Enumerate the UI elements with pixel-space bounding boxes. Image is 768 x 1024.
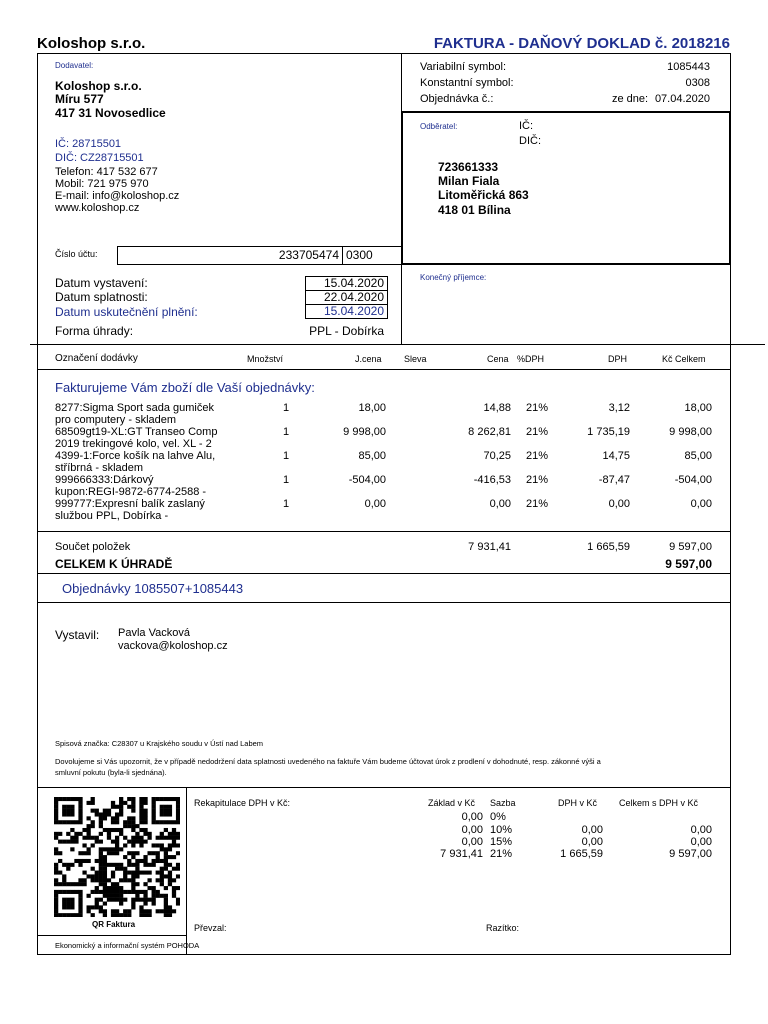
supplier-name: Koloshop s.r.o. (55, 79, 142, 93)
grand-total-rule (37, 573, 731, 574)
invoice-title: FAKTURA - DAŇOVÝ DOKLAD č. 2018216 (433, 35, 730, 52)
supplier-mobile: Mobil: 721 975 970 (55, 178, 149, 190)
recap-total: 0,00 (690, 836, 712, 848)
supplier-street: Míru 577 (55, 92, 104, 106)
order-date-label: ze dne: (612, 93, 649, 105)
item-unit-price: 18,00 (358, 402, 386, 414)
item-name-line1: 999777:Expresní balík zaslaný (55, 498, 205, 510)
sum-total: 9 597,00 (669, 541, 712, 553)
payment-label: Forma úhrady: (55, 324, 134, 338)
customer-city: 418 01 Bílina (438, 203, 511, 217)
item-vat: 0,00 (608, 498, 630, 510)
recap-total: 9 597,00 (669, 848, 712, 860)
final-recipient-label: Konečný příjemce: (420, 273, 487, 282)
late-payment-notice-line2: smluvní pokutu (byla-li sjednána). (55, 768, 167, 777)
qr-divider (186, 787, 187, 955)
item-name-line2: stříbrná - skladem (55, 462, 144, 474)
supplier-label: Dodavatel: (55, 61, 94, 70)
stamp-label: Razítko: (486, 923, 520, 933)
col-unit-price-header: J.cena (355, 354, 382, 364)
item-name-line1: 4399-1:Force košík na lahve Alu, (55, 450, 216, 462)
item-unit-price: -504,00 (348, 474, 386, 486)
supplier-web: www.koloshop.cz (55, 202, 140, 214)
item-qty: 1 (283, 426, 290, 438)
qr-code-image (54, 797, 180, 917)
due-date: 22.04.2020 (323, 290, 384, 304)
item-vat: -87,47 (598, 474, 630, 486)
due-box (305, 290, 388, 305)
order-number-label: Objednávka č.: (420, 93, 494, 105)
item-total: 85,00 (684, 450, 712, 462)
item-name-line2: pro computery - skladem (55, 414, 177, 426)
variable-symbol-label: Variabilní symbol: (420, 61, 506, 73)
totals-rule (37, 531, 731, 532)
item-total: 9 998,00 (669, 426, 712, 438)
taxable-label: Datum uskutečnění plnění: (55, 305, 198, 319)
grand-total: 9 597,00 (665, 557, 712, 571)
customer-dic-label: DIČ: (519, 135, 541, 147)
item-name-line2: 2019 trekingové kolo, vel. XL - 2 (55, 438, 212, 450)
item-unit-price: 9 998,00 (343, 426, 386, 438)
customer-street: Litoměřická 863 (438, 188, 529, 202)
customer-id: 723661333 (438, 160, 499, 174)
taxable-date: 15.04.2020 (323, 304, 384, 318)
item-price: -416,53 (473, 474, 511, 486)
table-header-rule (37, 369, 731, 370)
items-intro: Fakturujeme Vám zboží dle Vaší objednávky: (55, 380, 315, 395)
recap-rate-header: Sazba (490, 798, 516, 808)
item-total: -504,00 (674, 474, 712, 486)
due-label: Datum splatnosti: (55, 290, 148, 304)
supplier-ic: IČ: 28715501 (55, 138, 122, 150)
software-footer: Ekonomický a informační systém POHODA (55, 941, 200, 950)
item-vat-pct: 21% (526, 450, 549, 462)
payment-method: PPL - Dobírka (309, 324, 384, 338)
bank-code: 0300 (346, 248, 373, 262)
recap-rate: 15% (490, 836, 513, 848)
item-vat-pct: 21% (526, 498, 549, 510)
issuer-email: vackova@koloshop.cz (118, 640, 228, 652)
recap-vat: 1 665,59 (560, 848, 603, 860)
footer-rule (37, 935, 187, 936)
recap-vat: 0,00 (581, 836, 603, 848)
recap-base: 0,00 (461, 824, 483, 836)
orders-rule (37, 602, 731, 603)
supplier-dic: DIČ: CZ28715501 (55, 152, 144, 164)
recap-vat: 0,00 (581, 824, 603, 836)
issued-date: 15.04.2020 (323, 276, 384, 290)
item-price: 0,00 (489, 498, 511, 510)
issued-label: Datum vystavení: (55, 276, 148, 290)
item-name-line1: 999666333:Dárkový (55, 474, 154, 486)
supplier-phone: Telefon: 417 532 677 (55, 166, 158, 178)
recap-vat-header: DPH v Kč (558, 798, 598, 808)
recap-rate: 0% (490, 811, 506, 823)
item-name-line1: 68509gt19-XL:GT Transeo Comp (55, 426, 218, 438)
account-label: Číslo účtu: (55, 249, 98, 259)
item-total: 18,00 (684, 402, 712, 414)
item-qty: 1 (283, 450, 290, 462)
vat-recap-title: Rekapitulace DPH v Kč: (194, 798, 291, 808)
issued-box (305, 276, 388, 291)
section-divider (30, 344, 765, 345)
recap-rate: 10% (490, 824, 513, 836)
orders-line: Objednávky 1085507+1085443 (62, 581, 244, 596)
recap-base: 7 931,41 (440, 848, 483, 860)
sum-price: 7 931,41 (468, 541, 511, 553)
col-qty-header: Množství (247, 354, 284, 364)
company-name-header: Koloshop s.r.o. (37, 35, 146, 52)
account-number-box (117, 246, 343, 265)
item-qty: 1 (283, 474, 290, 486)
item-name-line1: 8277:Sigma Sport sada gumiček (55, 402, 214, 414)
item-unit-price: 85,00 (358, 450, 386, 462)
item-qty: 1 (283, 402, 290, 414)
col-vat-header: DPH (608, 354, 628, 364)
order-date: 07.04.2020 (654, 93, 710, 105)
item-price: 8 262,81 (468, 426, 511, 438)
recap-base-header: Základ v Kč (428, 798, 476, 808)
registry-note: Spisová značka: C28307 u Krajského soudu v Ústí nad Labem (55, 739, 264, 748)
item-price: 14,88 (483, 402, 511, 414)
issuer-name: Pavla Vacková (118, 627, 190, 639)
constant-symbol-label: Konstantní symbol: (420, 77, 514, 89)
col-discount-header: Sleva (404, 354, 427, 364)
item-vat-pct: 21% (526, 402, 549, 414)
recap-rate: 21% (490, 848, 513, 860)
bank-code-box (342, 246, 402, 265)
sum-vat: 1 665,59 (587, 541, 630, 553)
recap-total: 0,00 (690, 824, 712, 836)
col-name-header: Označení dodávky (55, 353, 138, 364)
item-unit-price: 0,00 (364, 498, 386, 510)
supplier-email: E-mail: info@koloshop.cz (55, 190, 180, 202)
item-vat-pct: 21% (526, 426, 549, 438)
constant-symbol-value: 0308 (685, 77, 710, 89)
supplier-city: 417 31 Novosedlice (55, 106, 166, 120)
recap-rule (37, 787, 731, 788)
item-vat: 1 735,19 (587, 426, 630, 438)
item-qty: 1 (283, 498, 290, 510)
customer-label: Odběratel: (420, 122, 458, 131)
item-vat-pct: 21% (526, 474, 549, 486)
taxable-box (305, 304, 388, 319)
item-vat: 3,12 (608, 402, 630, 414)
recap-base: 0,00 (461, 811, 483, 823)
issuer-label: Vystavil: (55, 628, 100, 642)
item-vat: 14,75 (602, 450, 630, 462)
item-name-line2: kupon:REGI-9872-6774-2588 - (55, 486, 207, 498)
col-vat-pct-header: %DPH (517, 354, 545, 364)
customer-name: Milan Fiala (438, 174, 500, 188)
recap-total-header: Celkem s DPH v Kč (619, 798, 699, 808)
customer-ic-label: IČ: (519, 120, 534, 132)
col-price-header: Cena (487, 354, 509, 364)
item-total: 0,00 (690, 498, 712, 510)
late-payment-notice-line1: Dovolujeme si Vás upozornit, že v případě nedodržení data splatnosti uvedeného na faktuře Vám budeme účtovat úrok z prodlení v dohodnuté, resp. zákonné výši a (55, 757, 601, 766)
account-number: 233705474 (278, 248, 339, 262)
variable-symbol-value: 1085443 (667, 61, 710, 73)
item-name-line2: službou PPL, Dobírka - (55, 510, 169, 522)
col-total-header: Kč Celkem (662, 354, 706, 364)
grand-total-label: CELKEM K ÚHRADĚ (55, 557, 173, 571)
item-price: 70,25 (483, 450, 511, 462)
sum-label: Součet položek (55, 541, 131, 553)
qr-label: QR Faktura (92, 920, 136, 929)
received-label: Převzal: (194, 923, 227, 933)
recap-base: 0,00 (461, 836, 483, 848)
